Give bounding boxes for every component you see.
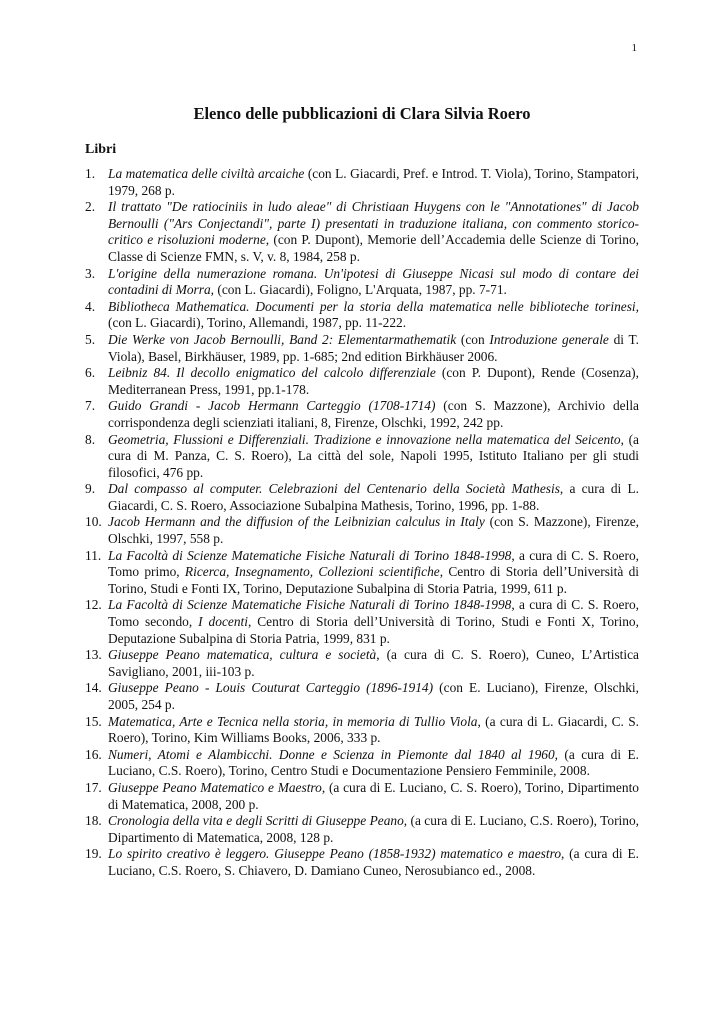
publication-title-text: Ricerca, Insegnamento, Collezioni scientifiche	[184, 564, 440, 580]
publication-title-text: La matematica delle civiltà arcaiche	[108, 166, 305, 181]
publication-item	[85, 365, 639, 398]
publication-number: 18.	[85, 813, 102, 829]
publication-item	[85, 680, 639, 713]
publication-number: 19.	[85, 846, 102, 862]
publication-title-text: Guido Grandi - Jacob Hermann Carteggio (1708-1714)	[108, 398, 436, 414]
publication-item	[85, 398, 639, 431]
publication-detail-text: , a cura di C. S. Roero, Tomo secondo,	[108, 597, 639, 630]
publication-title-text: Lo spirito creativo è leggero. Giuseppe Peano (1858-1932) matematico e maestro	[108, 846, 562, 862]
page-number: 1	[631, 42, 637, 54]
publication-detail-text: , a cura di C. S. Roero, Tomo primo,	[108, 547, 639, 580]
publication-number: 7.	[85, 398, 96, 414]
publication-number: 12.	[85, 597, 102, 613]
publication-number: 1.	[85, 166, 96, 181]
publication-number: 10.	[85, 514, 102, 530]
publication-title-text: Giuseppe Peano matematica, cultura e società	[108, 647, 377, 663]
publication-number: 15.	[85, 713, 102, 729]
publication-title-text: Die Werke von Jacob Bernoulli, Band 2: Elementarmathematik	[108, 331, 457, 347]
publication-title-text: Giuseppe Peano Matematico e Maestro	[108, 779, 322, 795]
publication-title-text: Giuseppe Peano - Louis Couturat Carteggio (1896-1914)	[108, 680, 434, 696]
publication-number: 8.	[85, 431, 96, 447]
publication-title-text: Il trattato "De ratiociniis in ludo aleae" di Christiaan Huygens con le "Annotationes" di Jacob Bernoulli ("Ars Conjectandi", parte I) presentati in traduzione italiana, con commento storico-critico e risoluzioni moderne	[108, 199, 639, 248]
publication-detail-text: (con E. Luciano), Firenze, Olschki, 2005, 254 p.	[108, 680, 639, 712]
publication-title-text: La Facoltà di Scienze Matematiche Fisiche Naturali di Torino 1848-1998	[108, 597, 512, 613]
publication-list	[85, 166, 639, 880]
publication-item	[85, 166, 639, 199]
publication-detail-text: , (a cura di E. Luciano, C.S. Roero, S. Chiavero, D. Damiano Cuneo, Nerosubianco ed., 2008.	[108, 846, 639, 878]
publication-number: 5.	[85, 331, 96, 347]
publication-item	[85, 548, 639, 598]
publication-item	[85, 299, 639, 332]
publication-detail-text: , (a cura di E. Luciano, C. S. Roero), Torino, Dipartimento di Matematica, 2008, 200 p.	[108, 779, 639, 812]
publication-title-text: Dal compasso al computer. Celebrazioni del Centenario della Società Mathesis	[108, 481, 560, 497]
publication-title-text: Jacob Hermann and the diffusion of the Leibnizian calculus in Italy	[108, 514, 485, 530]
publication-title-text: Geometria, Flussioni e Differenziali. Tradizione e innovazione nella matematica del Seicento	[108, 431, 621, 447]
publication-detail-text: , (a cura di E. Luciano, C.S. Roero), Torino, Dipartimento di Matematica, 2008, 128 p.	[108, 813, 639, 845]
publication-item	[85, 332, 639, 365]
publication-item	[85, 813, 639, 846]
publication-number: 11.	[85, 547, 102, 563]
publication-item	[85, 432, 639, 482]
publication-title-text: Cronologia della vita e degli Scritti di Giuseppe Peano	[108, 813, 404, 829]
publication-detail-text: , (a cura di M. Panza, C. S. Roero), La città del sole, Napoli 1995, Istituto Italiano per gli studi filosofici, 476 pp.	[108, 431, 639, 480]
publication-title-text: Leibniz 84. Il decollo enigmatico del calcolo differenziale	[108, 365, 436, 381]
publication-number: 14.	[85, 680, 102, 696]
publication-title-text: Bibliotheca Mathematica. Documenti per la storia della matematica nelle biblioteche torinesi,	[108, 298, 639, 314]
publication-title-text: I docenti	[198, 614, 248, 630]
publication-item	[85, 481, 639, 514]
publication-number: 6.	[85, 365, 96, 381]
publication-detail-text: , Centro di Storia dell’Università di Torino, Studi e Fonti IX, Torino, Deputazione Subalpina di Storia Patria, 1999, 611 p.	[108, 564, 639, 596]
publication-number: 13.	[85, 647, 102, 663]
publication-item	[85, 747, 639, 780]
publication-number: 9.	[85, 481, 96, 497]
publication-item	[85, 647, 639, 680]
publication-item	[85, 199, 639, 265]
publication-number: 4.	[85, 298, 96, 314]
publication-detail-text: , a cura di L. Giacardi, C. S. Roero, Associazione Subalpina Mathesis, Torino, 1996, pp. 1-88.	[108, 481, 640, 513]
publication-detail-text: (con	[456, 331, 490, 347]
publication-detail-text: (con S. Mazzone), Firenze, Olschki, 1997, 558 p.	[108, 514, 639, 547]
document-title: Elenco delle pubblicazioni di Clara Silvia Roero	[193, 104, 531, 123]
publication-item	[85, 780, 639, 813]
publication-detail-text: (con P. Dupont), Rende (Cosenza), Mediterranean Press, 1991, pp.1-178.	[108, 365, 639, 397]
publication-title-text: L'origine della numerazione romana. Un'ipotesi di Giuseppe Nicasi sul modo di contare dei contadini di Morra	[108, 265, 639, 298]
publication-title-text: Matematica, Arte e Tecnica nella storia, in memoria di Tullio Viola	[108, 713, 478, 729]
publication-detail-text: , (a cura di E. Luciano, C.S. Roero), Torino, Centro Studi e Documentazione Pensiero Femminile, 2008.	[108, 746, 639, 779]
publication-number: 2.	[85, 199, 96, 215]
publication-detail-text: (con L. Giacardi, Pref. e Introd. T. Viola), Torino, Stampatori, 1979, 268 p.	[108, 166, 639, 198]
publication-title-text: Introduzione generale	[489, 331, 609, 347]
publication-detail-text: di T. Viola), Basel, Birkhäuser, 1989, pp. 1-685; 2nd edition Birkhäuser 2006.	[108, 331, 639, 364]
publication-detail-text: (con L. Giacardi), Torino, Allemandi, 1987, pp. 11-222.	[108, 315, 407, 331]
section-heading-libri: Libri	[85, 142, 117, 157]
publication-title-text: Numeri, Atomi e Alambicchi. Donne e Scienza in Piemonte dal 1840 al 1960	[108, 746, 555, 762]
publication-detail-text: , Centro di Storia dell’Università di Torino, Studi e Fonti X, Torino, Deputazione Subalpina di Storia Patria, 1999, 831 p.	[108, 614, 639, 646]
publication-detail-text: , (a cura di C. S. Roero), Cuneo, L’Artistica Savigliano, 2001, iii-103 p.	[108, 647, 639, 679]
publication-detail-text: , (a cura di L. Giacardi, C. S. Roero), Torino, Kim Williams Books, 2006, 333 p.	[108, 713, 640, 746]
publication-item	[85, 266, 639, 299]
publication-number: 17.	[85, 779, 102, 795]
publication-title-text: La Facoltà di Scienze Matematiche Fisiche Naturali di Torino 1848-1998	[108, 547, 512, 563]
publication-detail-text: (con S. Mazzone), Archivio della corrispondenza degli scienziati italiani, 8, Firenze, Olschki, 1992, 242 pp.	[108, 398, 639, 430]
publication-item	[85, 714, 639, 747]
publication-detail-text: , (con L. Giacardi), Foligno, L'Arquata, 1987, pp. 7-71.	[210, 282, 507, 298]
publication-detail-text: , (con P. Dupont), Memorie dell’Accademia delle Scienze di Torino, Classe di Scienze FMN, s. V, v. 8, 1984, 258 p.	[108, 232, 639, 264]
publication-item	[85, 846, 639, 879]
publication-item	[85, 597, 639, 647]
publication-item	[85, 514, 639, 547]
publication-number: 16.	[85, 746, 102, 762]
publication-number: 3.	[85, 265, 96, 281]
